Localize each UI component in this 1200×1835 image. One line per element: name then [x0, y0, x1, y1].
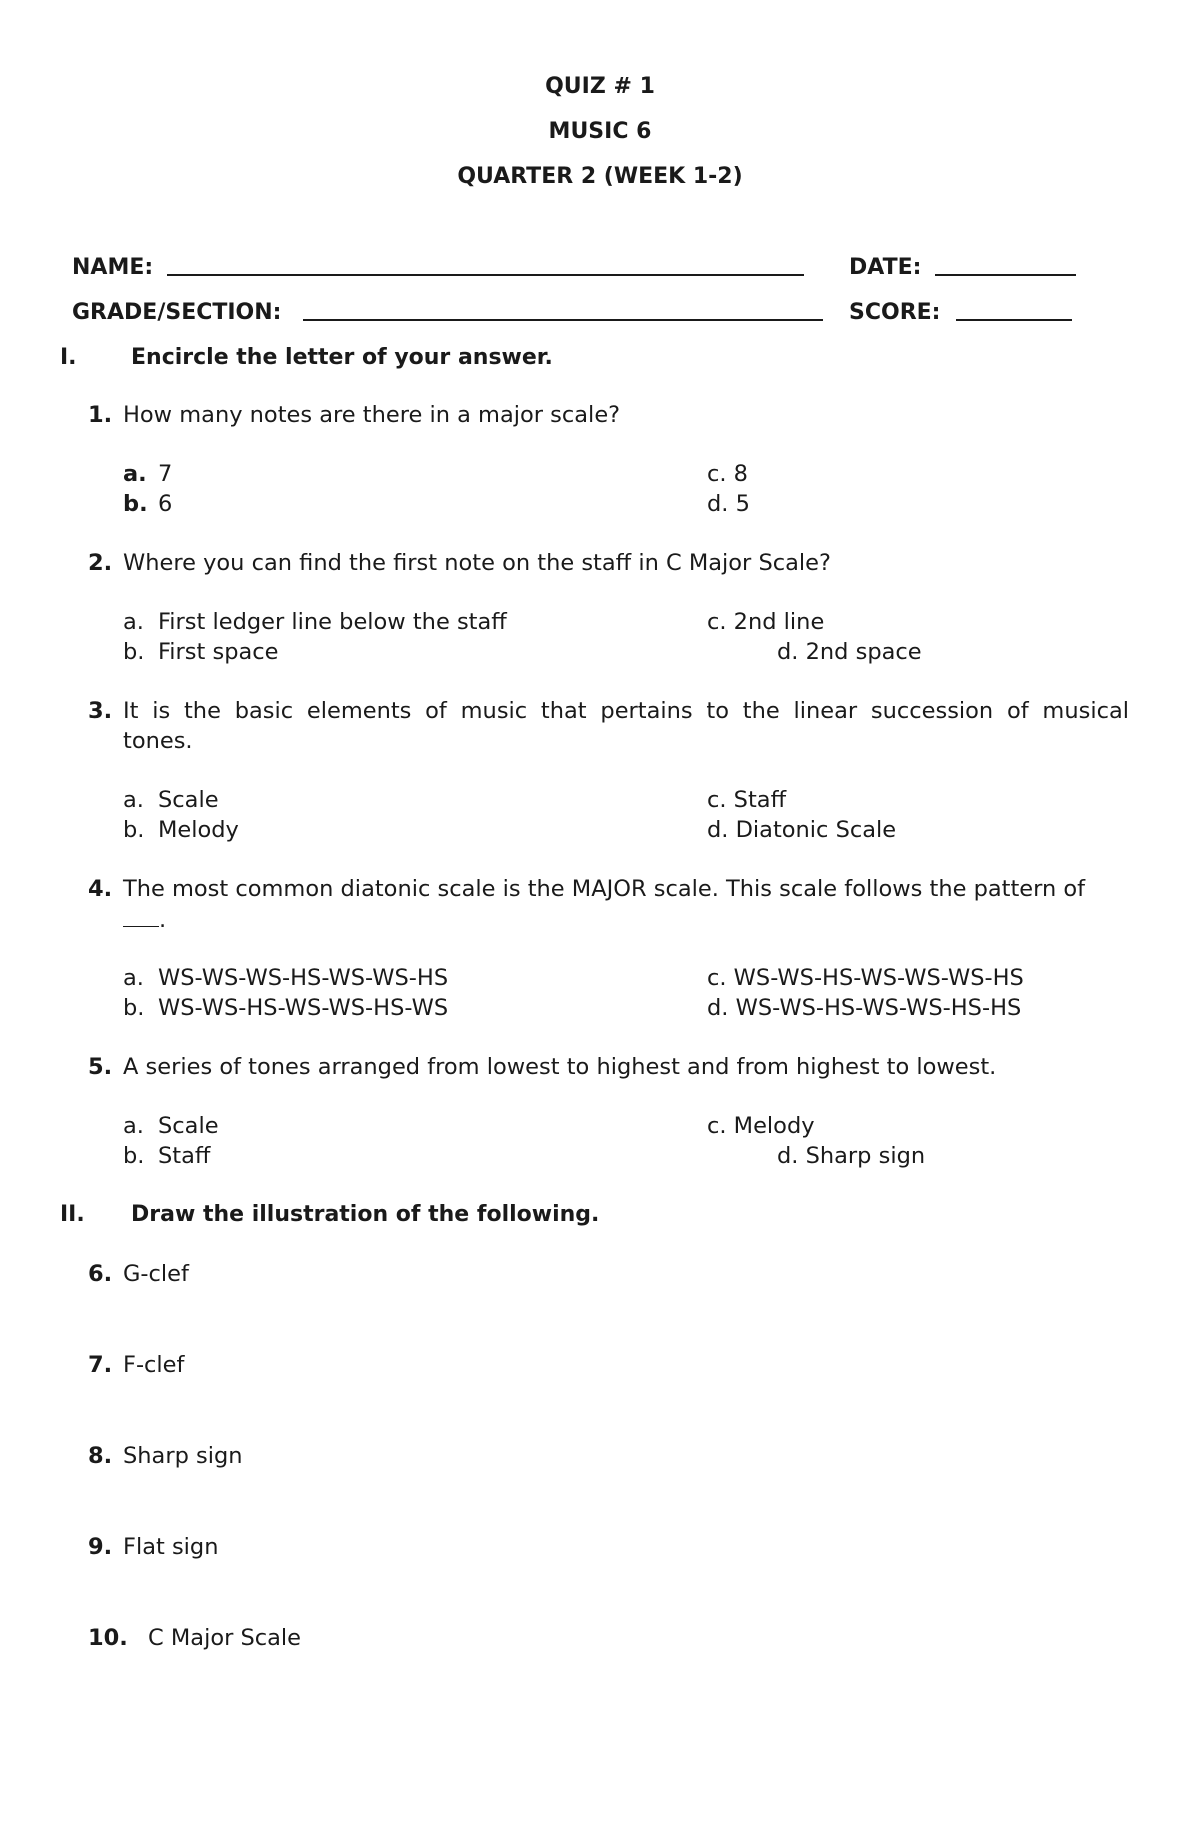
- question-text-line2: tones.: [123, 728, 193, 754]
- question-number: 4.: [88, 876, 113, 902]
- choice-a[interactable]: Scale: [158, 1113, 219, 1139]
- date-blank-line[interactable]: [935, 274, 1076, 276]
- question-text-line2: .: [123, 908, 166, 932]
- section2-numeral: II.: [60, 1202, 85, 1227]
- item-text: C Major Scale: [148, 1625, 302, 1651]
- item-text: Flat sign: [123, 1534, 219, 1560]
- question-text: Where you can find the first note on the staff in C Major Scale?: [123, 550, 831, 576]
- date-label: DATE:: [849, 255, 922, 280]
- choice-b[interactable]: First space: [158, 639, 279, 665]
- item-number: 8.: [88, 1443, 113, 1469]
- choice-a[interactable]: WS-WS-WS-HS-WS-WS-HS: [158, 965, 449, 991]
- choice-b-letter: b.: [123, 491, 148, 517]
- choice-b-letter: b.: [123, 995, 145, 1021]
- choice-a[interactable]: 7: [158, 461, 173, 487]
- choice-d[interactable]: d. WS-WS-HS-WS-WS-HS-HS: [707, 995, 1022, 1021]
- choice-c[interactable]: c. WS-WS-HS-WS-WS-WS-HS: [707, 965, 1024, 991]
- question-number: 5.: [88, 1054, 113, 1080]
- choice-d[interactable]: d. 5: [707, 491, 750, 517]
- choice-a-letter: a.: [123, 787, 144, 813]
- grade-section-label: GRADE/SECTION:: [72, 300, 282, 325]
- question-text-line1: The most common diatonic scale is the MAJOR scale. This scale follows the pattern of: [123, 876, 1086, 902]
- item-text: Sharp sign: [123, 1443, 243, 1469]
- choice-b-letter: b.: [123, 639, 145, 665]
- item-number: 10.: [88, 1625, 128, 1651]
- choice-a[interactable]: Scale: [158, 787, 219, 813]
- question-number: 3.: [88, 698, 113, 724]
- item-number: 9.: [88, 1534, 113, 1560]
- section1-numeral: I.: [60, 345, 77, 370]
- question-number: 2.: [88, 550, 113, 576]
- section1-title: Encircle the letter of your answer.: [131, 345, 553, 370]
- grade-section-blank-line[interactable]: [303, 319, 823, 321]
- choice-a-letter: a.: [123, 609, 144, 635]
- choice-b[interactable]: 6: [158, 491, 173, 517]
- choice-c[interactable]: c. 8: [707, 461, 748, 487]
- choice-a-letter: a.: [123, 461, 147, 487]
- choice-d[interactable]: d. Sharp sign: [777, 1143, 926, 1169]
- item-text: F-clef: [123, 1352, 185, 1378]
- name-blank-line[interactable]: [167, 274, 804, 276]
- answer-blank[interactable]: [123, 908, 159, 927]
- question-text: A series of tones arranged from lowest to highest and from highest to lowest.: [123, 1054, 997, 1080]
- item-number: 7.: [88, 1352, 113, 1378]
- subject-title: MUSIC 6: [548, 119, 652, 144]
- item-text: G-clef: [123, 1261, 189, 1287]
- choice-b[interactable]: WS-WS-HS-WS-WS-HS-WS: [158, 995, 449, 1021]
- choice-a[interactable]: First ledger line below the staff: [158, 609, 507, 635]
- score-label: SCORE:: [849, 300, 941, 325]
- choice-c[interactable]: c. 2nd line: [707, 609, 825, 635]
- item-number: 6.: [88, 1261, 113, 1287]
- question-number: 1.: [88, 402, 113, 428]
- choice-b-letter: b.: [123, 817, 145, 843]
- question-text: How many notes are there in a major scale?: [123, 402, 621, 428]
- quarter-title: QUARTER 2 (WEEK 1-2): [457, 164, 743, 189]
- choice-b[interactable]: Staff: [158, 1143, 211, 1169]
- section2-title: Draw the illustration of the following.: [131, 1202, 600, 1227]
- name-label: NAME:: [72, 255, 154, 280]
- choice-d[interactable]: d. 2nd space: [777, 639, 922, 665]
- choice-c[interactable]: c. Staff: [707, 787, 787, 813]
- quiz-title: QUIZ # 1: [545, 74, 655, 99]
- choice-a-letter: a.: [123, 965, 144, 991]
- choice-a-letter: a.: [123, 1113, 144, 1139]
- choice-c[interactable]: c. Melody: [707, 1113, 815, 1139]
- score-blank-line[interactable]: [956, 319, 1072, 321]
- choice-d[interactable]: d. Diatonic Scale: [707, 817, 897, 843]
- question-text-line1: It is the basic elements of music that pertains to the linear succession of musical: [123, 698, 1129, 724]
- choice-b-letter: b.: [123, 1143, 145, 1169]
- choice-b[interactable]: Melody: [158, 817, 239, 843]
